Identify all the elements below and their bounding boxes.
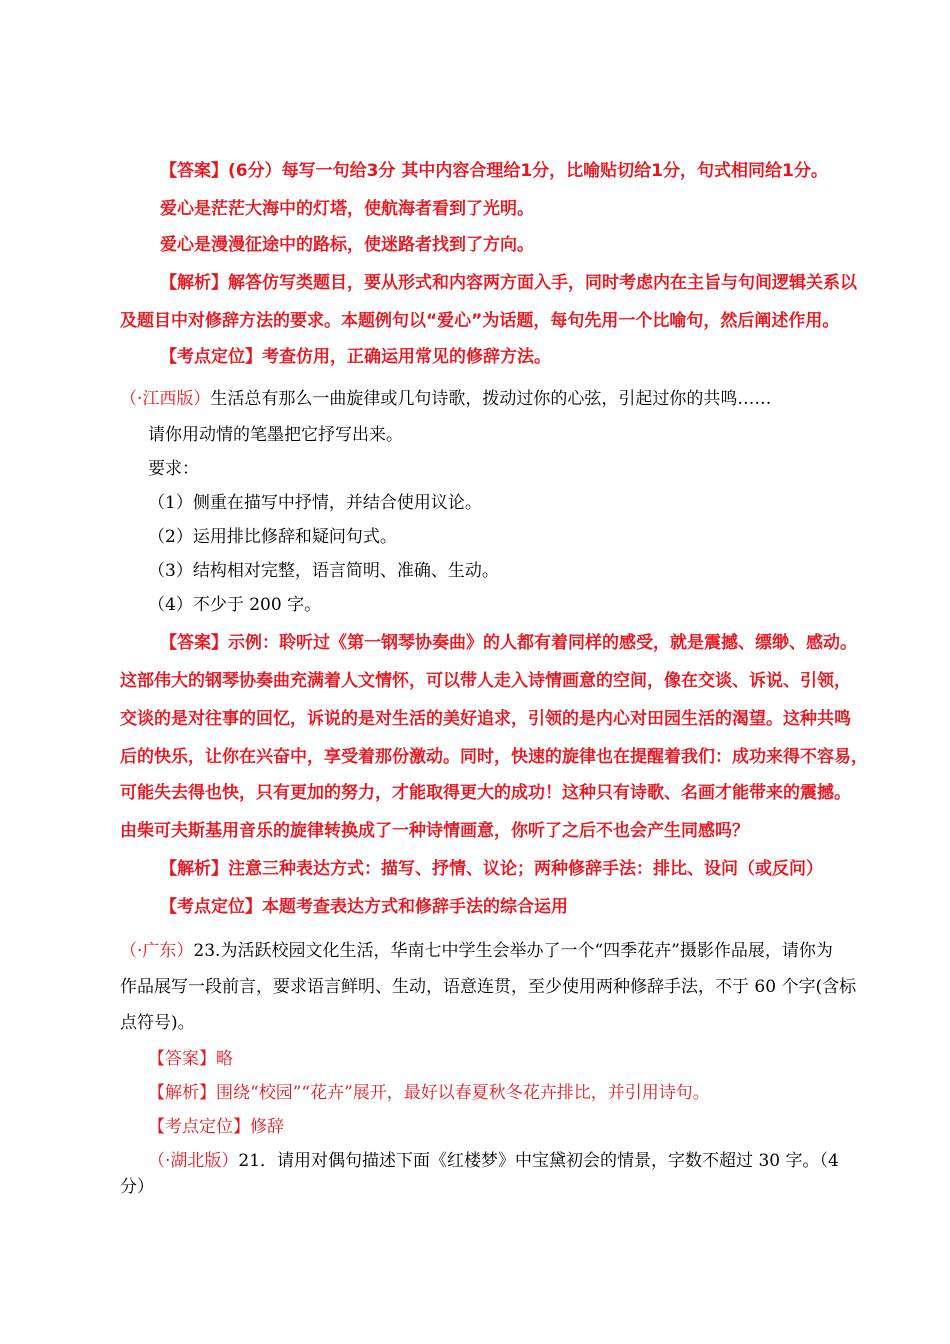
requirement-2: （2）运用排比修辞和疑问句式。 — [148, 527, 397, 547]
answer-line-1: 【答案】(6分）每写一句给3分 其中内容合理给1分，比喻贴切给1分，句式相同给1分。 — [160, 161, 828, 181]
q2-answer-line-6: 由柴可夫斯基用音乐的旋律转换成了一种诗情画意，你听了之后不也会产生同感吗？ — [120, 821, 749, 841]
analysis-line-2: 及题目中对修辞方法的要求。本题例句以“爱心”为话题，每句先用一个比喻句，然后阐述作用。 — [120, 311, 840, 331]
requirement-4: （4）不少于 200 字。 — [148, 595, 322, 615]
answer-label: 【答案】 — [148, 1049, 216, 1069]
question-text: 23.为活跃校园文化生活，华南七中学生会举办了一个“四季花卉”摄影作品展，请你为 — [193, 941, 833, 961]
analysis-text: 围绕“校园”“花卉”展开，最好以春夏秋冬花卉排比，并引用诗句。 — [216, 1083, 710, 1103]
question-2-stem-line-1 — [120, 388, 771, 410]
answer-line-3: 爱心是漫漫征途中的路标，使迷路者找到了方向。 — [160, 235, 534, 255]
analysis-label: 【解析】 — [148, 1083, 216, 1103]
kaodian-line: 【考点定位】考查仿用，正确运用常见的修辞方法。 — [160, 347, 551, 367]
q2-kaodian-line: 【考点定位】本题考查表达方式和修辞手法的综合运用 — [160, 897, 568, 917]
question-source: （·江西版） — [120, 389, 211, 409]
q2-answer-line-1: 【答案】示例：聆听过《第一钢琴协奏曲》的人都有着同样的感受，就是震撼、缥缈、感动。 — [160, 633, 857, 653]
q3-answer-line — [148, 1048, 233, 1070]
q2-answer-line-4: 后的快乐，让你在兴奋中，享受着那份激动。同时，快速的旋律也在提醒着我们：成功来得不容易， — [120, 747, 868, 767]
question-2-stem-line-2: 请你用动情的笔墨把它抒写出来。 — [148, 425, 403, 445]
question-text: 生活总有那么一曲旋律或几句诗歌，拨动过你的心弦，引起过你的共鸣…… — [210, 389, 772, 409]
analysis-line-1: 【解析】解答仿写类题目，要从形式和内容两方面入手，同时考虑内在主旨与句间逻辑关系以 — [160, 273, 857, 293]
question-4-stem-line-2: 分） — [120, 1177, 154, 1197]
q2-answer-line-5: 可能失去得也快，只有更加的努力，才能取得更大的成功！这种只有诗歌、名画才能带来的震撼。 — [120, 783, 851, 803]
question-3-stem-line-1 — [120, 940, 833, 962]
question-source: （·广东） — [120, 941, 194, 961]
requirement-1: （1）侧重在描写中抒情，并结合使用议论。 — [148, 493, 482, 513]
requirement-3: （3）结构相对完整，语言简明、准确、生动。 — [148, 561, 499, 581]
kaodian-label: 【考点定位】 — [148, 1117, 250, 1137]
answer-line-2: 爱心是茫茫大海中的灯塔，使航海者看到了光明。 — [160, 199, 534, 219]
answer-text: 略 — [216, 1049, 233, 1069]
question-text: 21．请用对偶句描述下面《红楼梦》中宝黛初会的情景，字数不超过 30 字。（4 — [238, 1151, 839, 1171]
q3-analysis-line — [148, 1082, 710, 1104]
requirements-title: 要求： — [148, 459, 199, 479]
kaodian-text: 修辞 — [250, 1117, 284, 1137]
question-source: （·湖北版） — [148, 1151, 239, 1171]
q3-kaodian-line — [148, 1116, 284, 1138]
question-3-stem-line-3: 点符号)。 — [120, 1013, 195, 1033]
q2-answer-line-2: 这部伟大的钢琴协奏曲充满着人文情怀，可以带人走入诗情画意的空间，像在交谈、诉说、引领， — [120, 671, 851, 691]
q2-analysis-line: 【解析】注意三种表达方式：描写、抒情、议论；两种修辞手法：排比、设问（或反问） — [160, 859, 823, 879]
question-3-stem-line-2: 作品展写一段前言，要求语言鲜明、生动，语意连贯，至少使用两种修辞手法，不于 60 个字(含标 — [120, 977, 857, 997]
question-4-stem-line-1 — [148, 1150, 839, 1172]
q2-answer-line-3: 交谈的是对往事的回忆，诉说的是对生活的美好追求，引领的是内心对田园生活的渴望。这种共鸣 — [120, 709, 851, 729]
